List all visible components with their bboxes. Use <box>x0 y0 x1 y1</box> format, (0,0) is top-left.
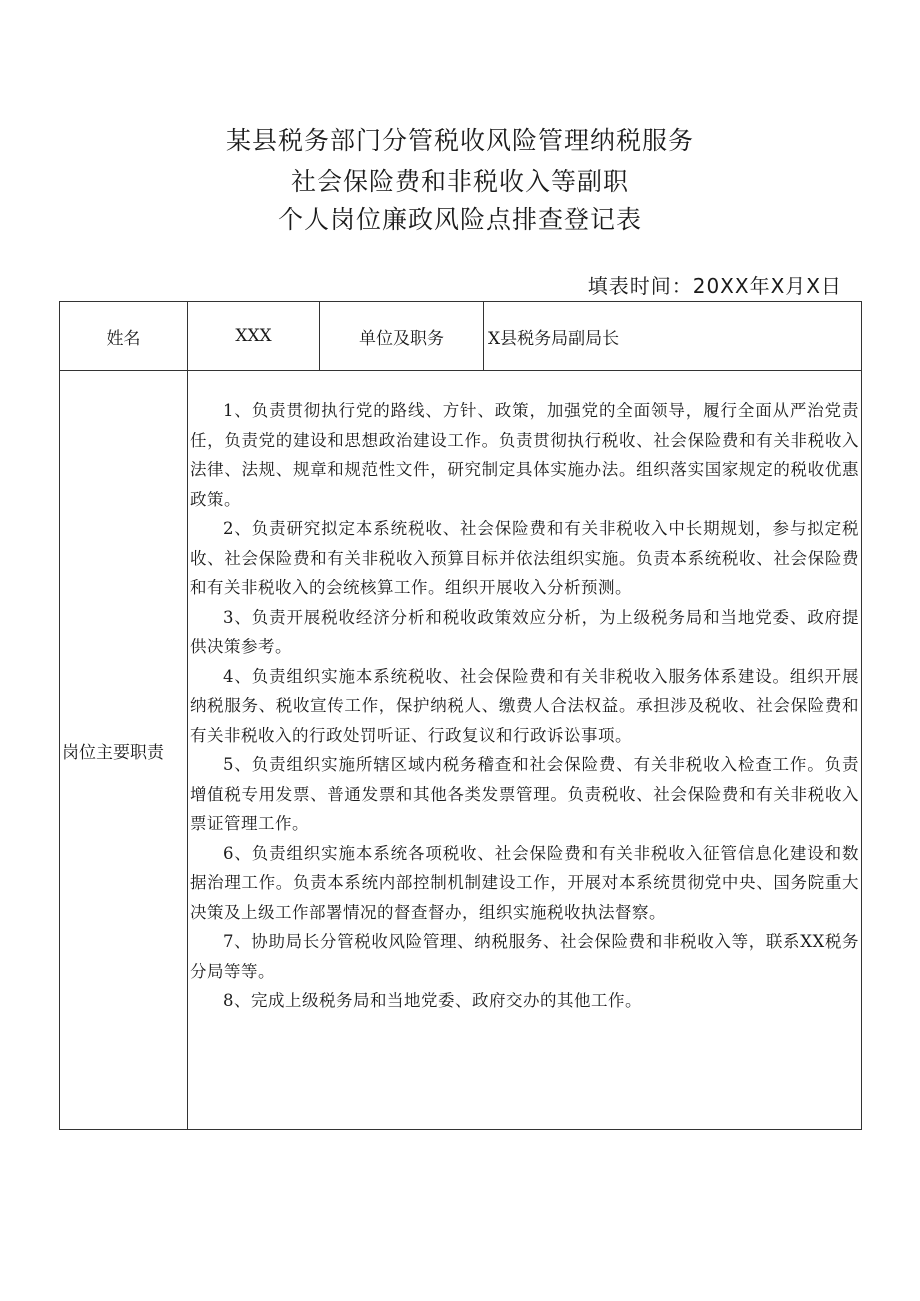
header-row <box>60 302 862 371</box>
duty-item: 7、协助局长分管税收风险管理、纳税服务、社会保险费和非税收入等，联系XX税务分局等等。 <box>190 932 859 981</box>
duties-content <box>188 371 862 1130</box>
duty-item: 5、负责组织实施所辖区域内税务稽查和社会保险费、有关非税收入检查工作。负责增值税专用发票、普通发票和其他各类发票管理。负责税收、社会保险费和有关非税收入票证管理工作。 <box>190 755 859 833</box>
document-title-line-1: 某县税务部门分管税收风险管理纳税服务 <box>225 126 694 155</box>
duties-row <box>60 371 862 1130</box>
duties-label: 岗位主要职责 <box>60 371 188 1130</box>
document-title-line-2: 社会保险费和非税收入等副职 <box>290 167 629 196</box>
unit-label: 单位及职务 <box>320 302 484 371</box>
duty-item: 8、完成上级税务局和当地党委、政府交办的其他工作。 <box>223 991 642 1010</box>
duty-item: 4、负责组织实施本系统税收、社会保险费和有关非税收入服务体系建设。组织开展纳税服务、税收宣传工作，保护纳税人、缴费人合法权益。承担涉及税收、社会保险费和有关非税收入的行政处罚听证、行政复议和行政诉讼事项。 <box>190 666 859 745</box>
name-label: 姓名 <box>60 302 188 371</box>
register-table <box>59 301 862 1130</box>
fill-date: 填表时间：20XX年X月X日 <box>587 274 842 298</box>
duty-item: 6、负责组织实施本系统各项税收、社会保险费和有关非税收入征管信息化建设和数据治理工作。负责本系统内部控制机制建设工作，开展对本系统贯彻党中央、国务院重大决策及上级工作部署情况的督查督办，组织实施税收执法督察。 <box>190 843 859 922</box>
duty-item: 2、负责研究拟定本系统税收、社会保险费和有关非税收入中长期规划，参与拟定税收、社会保险费和有关非税收入预算目标并依法组织实施。负责本系统税收、社会保险费和有关非税收入的会统核算工作。组织开展收入分析预测。 <box>190 519 859 597</box>
unit-value: X县税务局副局长 <box>484 302 862 371</box>
name-value: XXX <box>188 302 320 371</box>
duty-item: 1、负责贯彻执行党的路线、方针、政策，加强党的全面领导，履行全面从严治党责任，负责党的建设和思想政治建设工作。负责贯彻执行税收、社会保险费和有关非税收入法律、法规、规章和规范性文件，研究制定具体实施办法。组织落实国家规定的税收优惠政策。 <box>190 401 859 509</box>
document-title-line-3: 个人岗位廉政风险点排查登记表 <box>277 205 642 234</box>
duty-item: 3、负责开展税收经济分析和税收政策效应分析，为上级税务局和当地党委、政府提供决策参考。 <box>190 607 859 656</box>
